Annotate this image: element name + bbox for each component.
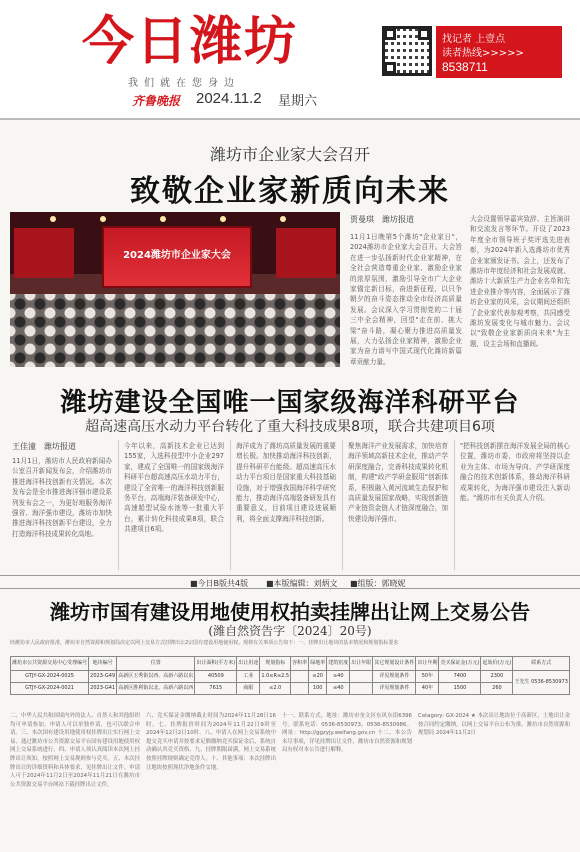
issue-date: 2024.11.2: [196, 90, 262, 107]
qr-code-icon: [382, 26, 432, 76]
table-cell: [291, 671, 309, 683]
page-info-line: [0, 575, 580, 589]
reader-hotline-box: [436, 26, 562, 78]
table-cell: 详见规划条件: [373, 683, 416, 695]
table-cell: 高新区胜利街以北、高新六路以西: [117, 683, 195, 695]
photo-stage-screen: [102, 226, 252, 288]
table-header: 绿地率: [309, 657, 327, 671]
table-header: 潍坊市公共资源交易中心受理编号: [11, 657, 89, 671]
table-cell: 工业: [237, 671, 260, 683]
table-cell: 40509: [195, 671, 237, 683]
table-cell: 7615: [195, 683, 237, 695]
table-cell: 商服: [237, 683, 260, 695]
masthead-divider: [0, 118, 580, 120]
masthead-slogan: 我们就在您身边: [128, 78, 240, 89]
story1-kicker: 潍坊市企业家大会召开: [209, 145, 370, 164]
table-header: 位置: [117, 657, 195, 671]
story2-column-4: 聚焦海洋产业发展需求，加快培育海洋领域高新技术企业，推动产学研深度融合，完善科技成果转化机制，构建"政产学研金服用"创新体系，积极融入黄河流域生态保护和高质量发展国家战略，实现创新链产业链资金链人才链深度融合，加快建设海洋强市。: [348, 442, 448, 523]
story1-column-2: 大会设置领导嘉宾致辞、主旨演讲和交流发言等环节。开设了2023年度全市领导班子奖评选先进表彰，为2024年新入选潍坊市优秀企业家颁发证书。会上，还发布了潍坊市年度经济和社会发展成就、潍坊十大新质生产力企业名单和先进企业推介等内容，全面展示了潍坊企业家的风采，会议期间还组织了企业家代表参观考察，共同感受潍坊发展变化与城市魅力。会议以"致敬企业家新质向未来"为主题，设主会场和直播间。: [470, 215, 570, 348]
story2-subheadline: 超高速高压水动力平台转化了重大科技成果8项，联合共建项目6项: [85, 419, 495, 435]
table-cell: 260: [481, 683, 513, 695]
table-header-row: [11, 657, 570, 671]
table-header: 容积率: [291, 657, 309, 671]
table-header: 规划指标: [260, 657, 291, 671]
story2-byline: 王佳潼 潍坊报道: [12, 442, 76, 451]
brand-script-logo: 齐鲁晚报: [132, 94, 181, 108]
table-cell: ≤20: [309, 671, 327, 683]
table-cell: 详见规划条件: [373, 671, 416, 683]
table-header: 联系方式: [513, 657, 570, 671]
issue-weekday: 星期六: [278, 94, 318, 109]
story2-column-3: 海洋成为了潍坊高质量发展的重要增长极。加快推动海洋科技创新，提升科研平台能级。超高速高压水动力平台项目是国家重大科技基础设施，对于增强我国海洋科学研究能力，推动海洋高端装备研发具有重要意义，目前项目建设进展顺利，将全面支撑海洋科技创新。: [236, 442, 336, 523]
photo-side-screen-left: [14, 228, 74, 278]
table-row: [11, 671, 570, 683]
table-cell: ≥40: [327, 671, 350, 683]
conference-photo: [10, 212, 340, 367]
announcement-body-1: 二、中华人民共和国境内外的法人、自然人和其他组织均可申请参加，申请人可以单独申请，也可以联合申请。三、本次国有建设用地使用权挂牌出让实行网上交易，通过潍坊市公共资源交易平台国有建设用地使用权网上交易系统进行。四、申请人须认真阅读本次网上挂牌出让须知，按照网上交易规则参与竞买。五、本次挂牌出让的详细资料和具体要求，见挂牌出让文件。申请人可于2024年11月2日至2024年11月21日在潍坊市公共资源交易平台网站下载挂牌出让文件。: [10, 713, 140, 788]
page-design: ■组版：郭晓妮: [350, 579, 406, 588]
photo-side-screen-right: [276, 228, 336, 278]
table-header: 出让年期: [416, 657, 439, 671]
newspaper-logo: 今日潍坊: [82, 12, 299, 72]
hotline-number: 8538711: [442, 60, 488, 74]
table-cell: 50年: [416, 671, 439, 683]
announcement-body-3: 十一、联系方式。地址：潍坊市奎文区东风东街6396号。联系电话：0536-8530973、0536-8530986。网址：http://ggzyjy.weifang.gov.cn 十二、本公告未尽事项，详见挂牌出让文件，潍坊市自然资源和规划局有权对本公告进行解释。: [282, 713, 412, 754]
table-cell: 7400: [439, 671, 481, 683]
land-parcel-table: [10, 656, 570, 695]
table-cell: 王先生 0536-8530973: [513, 671, 570, 695]
hotline-line1: 找记者 上壹点: [442, 34, 506, 45]
story2-column-5: "把科技创新摆在海洋发展全局的核心位置，潍坊市委、市政府将坚持以企业为主体、市场为导向、产学研深度融合的技术创新体系，推动海洋科研成果转化，为海洋强市建设注入新动能。"潍坊市有关负责人介绍。: [460, 442, 570, 503]
photo-audience: [10, 294, 340, 367]
table-header: 出让年限: [350, 657, 373, 671]
announcement-body-2: 六、竞买保证金缴纳截止时间为2024年11月28日16时。七、挂牌报价时间为2024年11月22日9时至2024年12月2日10时。八、申请人在网上交易系统中提交竞买申请并按要求足额缴纳竞买保证金后，系统自动确认其竞买资格。九、挂牌期限届满，网上交易系统按照挂牌规则确定竞得人。十、其他事项：本次挂牌出让地块按照现状净地条件交地。: [146, 713, 276, 771]
announcement-body-4: Catagory: GX-2024 ★ 本次出让地块位于高新区，土地出让金按合同约定缴纳，以网上交易平台公布为准。潍坊市自然资源和规划局 2024年11月2日: [418, 713, 570, 737]
masthead: [0, 0, 580, 118]
table-cell: [291, 683, 309, 695]
story1-byline: 贾曼琪 潍坊报道: [350, 215, 414, 224]
table-cell: GTJY-GX-2024-0021: [11, 683, 89, 695]
table-cell: ≤2.0: [260, 683, 291, 695]
announcement-subtitle: (潍自然资告字〔2024〕20号): [208, 624, 372, 638]
table-cell: ≤40: [327, 683, 350, 695]
table-cell: 1.0≤R≤2.5: [260, 671, 291, 683]
table-cell: 2023-G49: [89, 671, 117, 683]
table-header: 出让用途: [237, 657, 260, 671]
page-editor: ■本版编辑：刘炳文: [266, 579, 338, 588]
table-cell: GTJY-GX-2024-0025: [11, 671, 89, 683]
table-cell: 2023-G41: [89, 683, 117, 695]
table-cell: 40年: [416, 683, 439, 695]
table-header: 出让面积(平方米): [195, 657, 237, 671]
table-header: 竞买保证金(万元): [439, 657, 481, 671]
story1-column-1: 11月1日晚第5个潍坊"企业家日"，2024潍坊市企业家大会召开。大会旨在进一步弘扬新时代企业家精神，在全社会营造尊重企业家、激励企业家的浓厚氛围，激励引导全市广大企业家锚定新目标，奋进新征程，以只争朝夕的奋斗姿态推动全市经济高质量发展。会议深入学习贯彻党的二十届三中全会精神，回望"走在前、挑大梁"奋斗路，凝心聚力推进高质量发展，大力弘扬企业家精神，激励企业家为奋力谱写中国式现代化潍坊新篇章贡献力量。: [350, 233, 462, 366]
table-header: 地块编号: [89, 657, 117, 671]
hotline-line2: 读者热线>>>>>: [442, 48, 524, 59]
table-cell: 2300: [481, 671, 513, 683]
table-cell: 1500: [439, 683, 481, 695]
story2-column-1: 11月1日，潍坊市人民政府新闻办公室召开新闻发布会，介绍潍坊市推进海洋科技创新有关情况。本次发布会是全市推进海洋强市建设系列发布会之一，为更好地服务海洋强省、海洋强市建设，潍坊市加快推进海洋科技创新平台建设，全力打造海洋科技成果转化高地。: [12, 457, 112, 538]
table-header: 建筑密度: [327, 657, 350, 671]
photo-stage-text: 2024潍坊市企业家大会: [123, 250, 231, 261]
story2-column-2: 今年以来，高新技术企业已达到155家，入选科技型中小企业297家，建成了全国唯一的国家级海洋科研平台超高速高压水动力平台，建设了全省唯一的海洋科技创新服务平台，高端海洋装备研发中心，高速船型试验水池等一批重大平台，累计转化科技成果8项，联合共建项目6项。: [124, 442, 224, 534]
announcement-intro: 经潍坊市人民政府批准，潍坊市自然资源和规划局决定以网上交易方式挂牌出让2宗国有建设用地使用权。现将有关事项公告如下：一、挂牌出让地块的基本情况和规划指标要求: [10, 640, 399, 646]
table-cell: [350, 671, 373, 683]
page-count: ■今日B版共4版: [190, 579, 249, 588]
announcement-title: 潍坊市国有建设用地使用权拍卖挂牌出让网上交易公告: [50, 600, 530, 624]
table-cell: 高新区玉秀街以西、高新六路以东: [117, 671, 195, 683]
table-header: 起始价(万元): [481, 657, 513, 671]
table-cell: 100: [309, 683, 327, 695]
table-header: 其它规划设计条件: [373, 657, 416, 671]
story1-headline: 致敬企业家新质向未来: [130, 174, 450, 209]
table-row: [11, 683, 570, 695]
story2-headline: 潍坊建设全国唯一国家级海洋科研平台: [60, 388, 520, 418]
table-cell: [350, 683, 373, 695]
